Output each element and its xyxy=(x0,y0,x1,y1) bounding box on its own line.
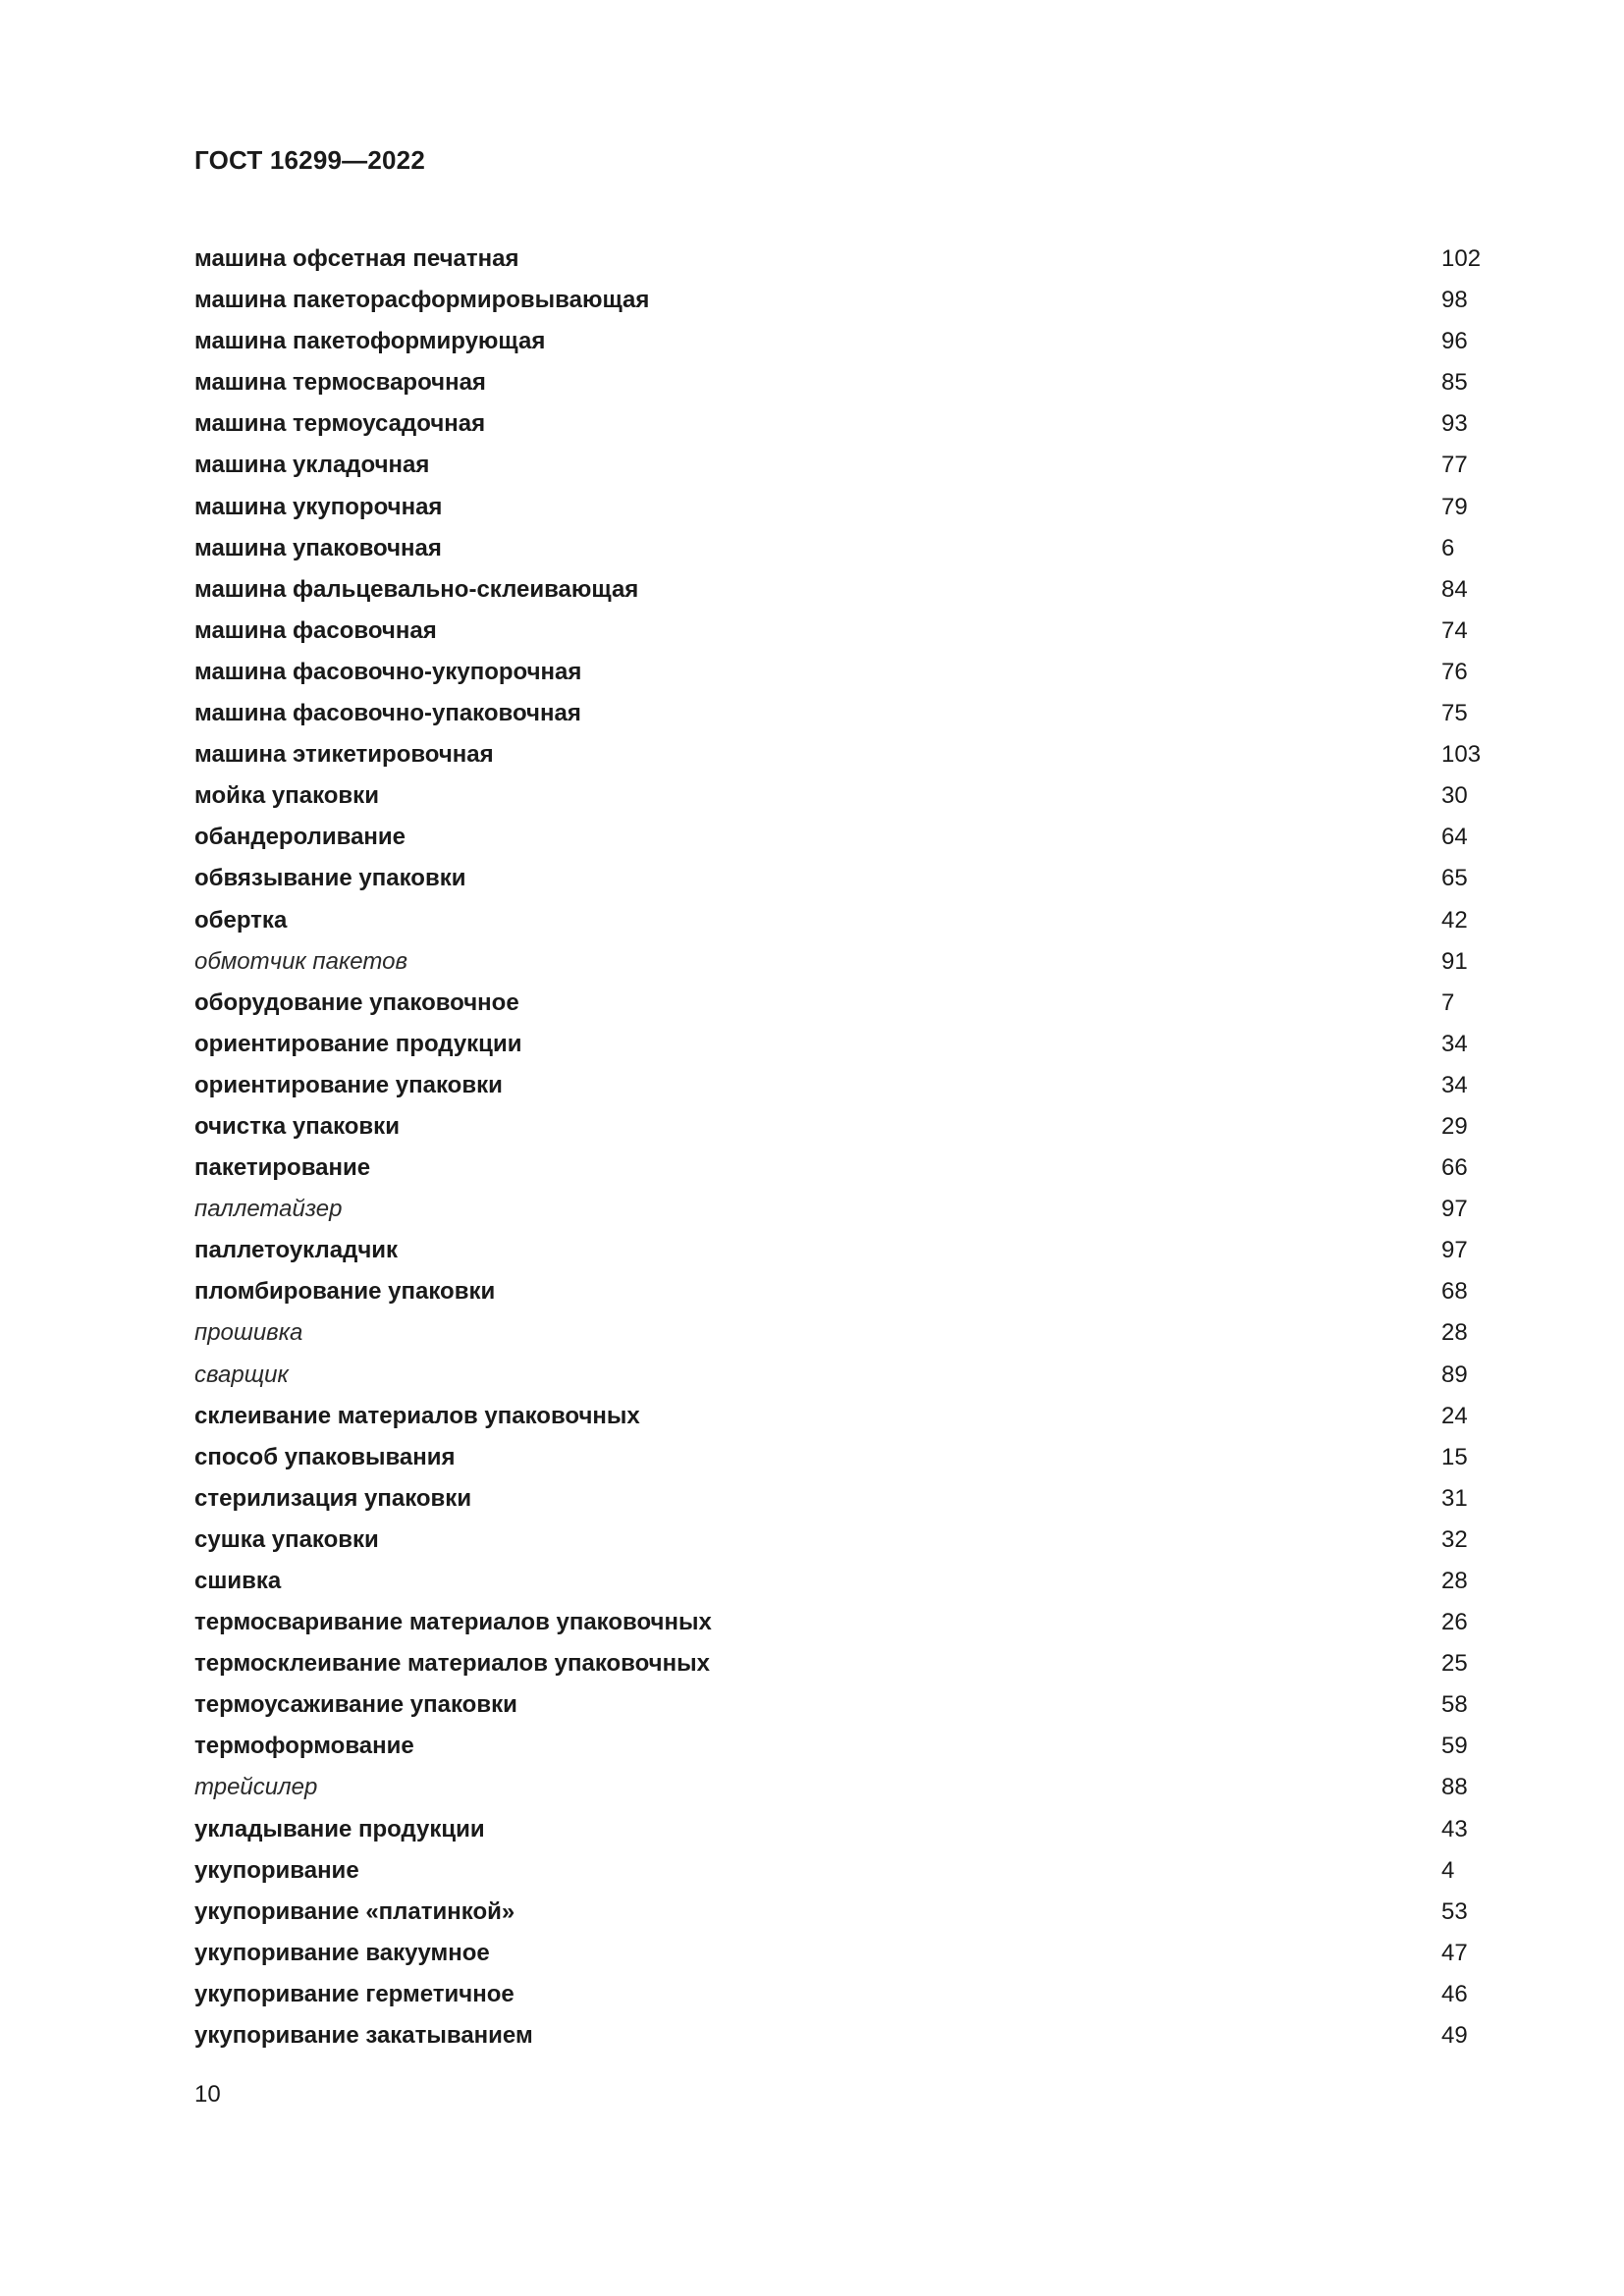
index-term: машина фальцевально-склеивающая xyxy=(194,575,639,603)
index-entry xyxy=(194,403,1500,445)
index-term-number: 28 xyxy=(1441,1568,1468,1594)
index-entry xyxy=(194,1933,1500,1974)
index-entry xyxy=(194,487,1500,528)
index-term: укупоривание герметичное xyxy=(194,1980,514,2007)
index-term: укупоривание «платинкой» xyxy=(194,1897,515,1925)
index-term-number: 30 xyxy=(1441,782,1468,810)
index-term-number: 74 xyxy=(1441,616,1468,644)
index-term: сушка упаковки xyxy=(194,1525,379,1553)
index-term-number: 47 xyxy=(1441,1939,1468,1966)
index-term: способ упаковывания xyxy=(194,1443,456,1470)
index-entry xyxy=(194,734,1500,775)
index-term: укупоривание вакуумное xyxy=(194,1939,490,1966)
index-term: машина пакеторасформировывающая xyxy=(194,287,650,314)
index-term-number: 4 xyxy=(1441,1856,1455,1884)
index-entry xyxy=(194,693,1500,734)
index-entry xyxy=(194,1396,1500,1437)
index-term-number: 76 xyxy=(1441,658,1468,685)
index-term-number: 97 xyxy=(1441,1196,1468,1223)
index-term-number: 25 xyxy=(1441,1650,1468,1678)
index-entry xyxy=(194,1892,1500,1933)
index-entry xyxy=(194,1809,1500,1850)
index-term-number: 24 xyxy=(1441,1402,1468,1429)
alphabetical-index xyxy=(194,239,1500,2056)
index-entry xyxy=(194,941,1500,983)
index-term: машина упаковочная xyxy=(194,534,442,561)
index-entry xyxy=(194,239,1500,280)
index-entry xyxy=(194,900,1500,941)
index-term-number: 58 xyxy=(1441,1691,1468,1719)
index-term: машина фасовочно-укупорочная xyxy=(194,658,582,685)
index-term: склеивание материалов упаковочных xyxy=(194,1402,640,1429)
index-entry xyxy=(194,1850,1500,1892)
index-entry xyxy=(194,362,1500,403)
index-term: машина пакетоформирующая xyxy=(194,328,546,355)
index-term: трейсилер xyxy=(194,1774,318,1801)
index-entry xyxy=(194,1148,1500,1189)
page-number: 10 xyxy=(194,2081,221,2108)
index-term: мойка упаковки xyxy=(194,782,379,810)
index-term: обмотчик пакетов xyxy=(194,947,407,975)
index-entry xyxy=(194,1684,1500,1726)
index-term: паллетоукладчик xyxy=(194,1237,399,1264)
index-term-number: 68 xyxy=(1441,1278,1468,1306)
index-term-number: 53 xyxy=(1441,1897,1468,1925)
index-term-number: 6 xyxy=(1441,534,1455,561)
index-term: очистка упаковки xyxy=(194,1112,400,1140)
index-entry xyxy=(194,817,1500,858)
index-term-number: 31 xyxy=(1441,1484,1468,1512)
index-term-number: 103 xyxy=(1441,741,1482,769)
index-term: термоусаживание упаковки xyxy=(194,1691,517,1719)
index-entry xyxy=(194,1230,1500,1271)
index-term: оборудование упаковочное xyxy=(194,988,519,1016)
index-entry xyxy=(194,1065,1500,1106)
index-entry xyxy=(194,2015,1500,2056)
index-term-number: 93 xyxy=(1441,410,1468,438)
index-term: машина термосварочная xyxy=(194,369,486,397)
standard-designation: ГОСТ 16299—2022 xyxy=(194,145,425,175)
index-entry xyxy=(194,1974,1500,2015)
index-term: укупоривание закатыванием xyxy=(194,2022,533,2050)
index-term: паллетайзер xyxy=(194,1196,343,1223)
index-term: ориентирование упаковки xyxy=(194,1071,503,1098)
index-term: пломбирование упаковки xyxy=(194,1278,496,1306)
index-term: сшивка xyxy=(194,1568,282,1594)
index-entry xyxy=(194,1312,1500,1354)
index-term-number: 77 xyxy=(1441,452,1468,479)
index-term: машина офсетная печатная xyxy=(194,245,519,272)
index-entry xyxy=(194,1437,1500,1478)
index-term-number: 28 xyxy=(1441,1319,1468,1347)
index-term: пакетирование xyxy=(194,1154,371,1182)
index-term-number: 43 xyxy=(1441,1815,1468,1842)
index-entry xyxy=(194,652,1500,693)
index-term-number: 46 xyxy=(1441,1980,1468,2007)
index-term-number: 79 xyxy=(1441,493,1468,520)
index-term-number: 85 xyxy=(1441,369,1468,397)
index-term-number: 97 xyxy=(1441,1237,1468,1264)
index-term: прошивка xyxy=(194,1319,303,1347)
index-term: термоформование xyxy=(194,1733,414,1760)
index-term-number: 96 xyxy=(1441,328,1468,355)
index-term: обертка xyxy=(194,906,288,934)
index-entry xyxy=(194,1024,1500,1065)
index-entry xyxy=(194,445,1500,486)
index-entry xyxy=(194,611,1500,652)
index-term: машина фасовочно-упаковочная xyxy=(194,700,581,727)
index-term: машина этикетировочная xyxy=(194,741,494,769)
index-term-number: 102 xyxy=(1441,245,1482,272)
index-entry xyxy=(194,1478,1500,1520)
index-entry xyxy=(194,1520,1500,1561)
index-term-number: 65 xyxy=(1441,865,1468,892)
index-entry xyxy=(194,1767,1500,1808)
index-term-number: 59 xyxy=(1441,1733,1468,1760)
document-header xyxy=(194,147,425,173)
index-term: обандероливание xyxy=(194,824,406,851)
index-term: сварщик xyxy=(194,1361,289,1388)
index-entry xyxy=(194,1643,1500,1684)
index-term-number: 88 xyxy=(1441,1774,1468,1801)
index-term-number: 34 xyxy=(1441,1030,1468,1057)
index-term: ориентирование продукции xyxy=(194,1030,522,1057)
index-term: машина укупорочная xyxy=(194,493,443,520)
index-term: стерилизация упаковки xyxy=(194,1484,472,1512)
index-term: термосклеивание материалов упаковочных xyxy=(194,1650,710,1678)
index-term-number: 64 xyxy=(1441,824,1468,851)
index-entry xyxy=(194,1189,1500,1230)
index-entry xyxy=(194,1271,1500,1312)
index-term-number: 49 xyxy=(1441,2022,1468,2050)
index-entry xyxy=(194,1726,1500,1767)
index-entry xyxy=(194,858,1500,899)
index-term: машина фасовочная xyxy=(194,616,437,644)
index-entry xyxy=(194,1355,1500,1396)
index-entry xyxy=(194,1106,1500,1148)
index-entry xyxy=(194,528,1500,569)
index-entry xyxy=(194,1602,1500,1643)
index-entry xyxy=(194,569,1500,611)
index-term: термосваривание материалов упаковочных xyxy=(194,1609,712,1636)
index-term-number: 26 xyxy=(1441,1609,1468,1636)
index-term: обвязывание упаковки xyxy=(194,865,466,892)
index-term-number: 15 xyxy=(1441,1443,1468,1470)
index-entry xyxy=(194,983,1500,1024)
index-term-number: 66 xyxy=(1441,1154,1468,1182)
index-term-number: 91 xyxy=(1441,947,1468,975)
index-entry xyxy=(194,280,1500,321)
index-term-number: 34 xyxy=(1441,1071,1468,1098)
index-entry xyxy=(194,775,1500,817)
index-term: машина термоусадочная xyxy=(194,410,486,438)
index-term: укладывание продукции xyxy=(194,1815,485,1842)
index-term-number: 7 xyxy=(1441,988,1455,1016)
index-term-number: 42 xyxy=(1441,906,1468,934)
index-term-number: 89 xyxy=(1441,1361,1468,1388)
index-term-number: 98 xyxy=(1441,287,1468,314)
index-term: машина укладочная xyxy=(194,452,430,479)
index-entry xyxy=(194,321,1500,362)
index-entry xyxy=(194,1561,1500,1602)
index-term-number: 75 xyxy=(1441,700,1468,727)
index-term-number: 32 xyxy=(1441,1525,1468,1553)
index-term-number: 29 xyxy=(1441,1112,1468,1140)
index-term-number: 84 xyxy=(1441,575,1468,603)
index-term: укупоривание xyxy=(194,1856,359,1884)
